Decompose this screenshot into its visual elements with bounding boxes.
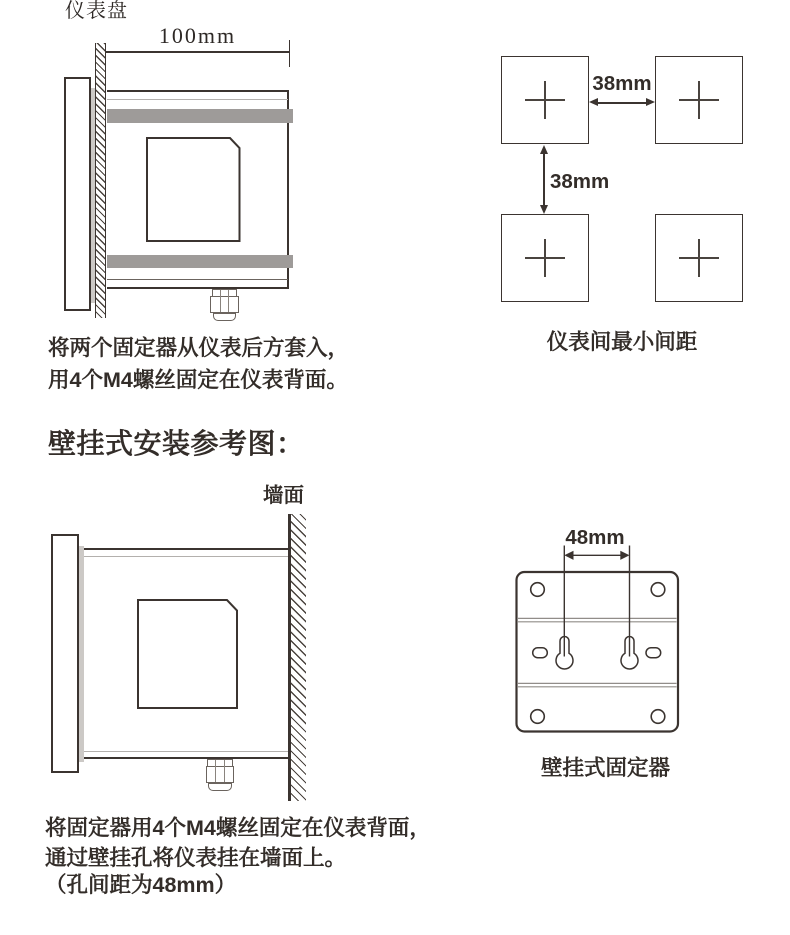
spacing-dim-horizontal-label: 38mm <box>592 72 652 95</box>
cross-mark <box>698 239 699 277</box>
gland-flat-line <box>228 290 229 312</box>
width-dimension-label: 100mm <box>158 23 237 48</box>
gland-body <box>206 766 235 783</box>
arrowhead-down <box>540 205 548 214</box>
v-dimension-arrow-line <box>543 149 544 209</box>
bezel-flange-strip <box>91 88 96 303</box>
h-dimension-arrow-line <box>596 102 648 103</box>
bracket-hole-dim-label: 48mm <box>565 526 625 549</box>
wall-bracket-drawing <box>505 540 690 735</box>
cable-gland-top-diagram <box>210 289 239 321</box>
spacing-dim-vertical-label: 38mm <box>550 170 610 193</box>
body-inner-line-bottom-wall <box>84 751 288 752</box>
wall-label: 墙面 <box>263 484 304 507</box>
dimension-tick-right <box>289 40 290 67</box>
display-window-outline <box>146 137 241 242</box>
wall-hatch <box>291 514 307 801</box>
cross-mark <box>698 81 699 119</box>
arrowhead-right <box>646 98 655 106</box>
cross-mark <box>544 81 545 119</box>
spacing-caption: 仪表间最小间距 <box>546 330 698 354</box>
meter-front-bezel-wall <box>51 534 79 773</box>
gland-nut <box>207 759 233 767</box>
dimension-line-100mm <box>106 51 290 52</box>
cross-mark <box>544 239 545 277</box>
gland-cap <box>213 313 237 321</box>
arrowhead-up <box>540 145 548 154</box>
gland-nut <box>212 289 238 297</box>
body-inner-line-top <box>107 99 288 100</box>
body-inner-line-bottom <box>107 279 288 280</box>
gland-flat-line <box>224 760 225 782</box>
arrowhead-left <box>589 98 598 106</box>
gland-flat-line <box>215 760 216 782</box>
panel-note-line1: 将两个固定器从仪表后方套入， <box>48 336 350 360</box>
panel-cross-section-hatch <box>95 43 106 318</box>
display-window-outline-wall <box>137 599 238 709</box>
wall-note-line2: 通过壁挂孔将仪表挂在墙面上。 <box>45 846 347 870</box>
gland-cap <box>208 783 232 791</box>
body-inner-line-top-wall <box>84 556 288 557</box>
cable-gland-wall-diagram <box>206 759 235 791</box>
wall-note-line3: （孔间距为48mm） <box>45 873 237 897</box>
gland-body <box>210 296 239 313</box>
meter-front-bezel <box>64 77 91 311</box>
bracket-caption: 壁挂式固定器 <box>540 756 670 780</box>
panel-label: 仪表盘 <box>65 0 128 22</box>
fixer-bar-top <box>107 109 293 123</box>
wall-note-line1: 将固定器用4个M4螺丝固定在仪表背面， <box>45 816 431 840</box>
panel-note-line2: 用4个M4螺丝固定在仪表背面。 <box>48 368 348 392</box>
gland-flat-line <box>220 290 221 312</box>
fixer-bar-bottom <box>107 255 293 269</box>
wall-mount-heading: 壁挂式安装参考图： <box>48 428 305 459</box>
